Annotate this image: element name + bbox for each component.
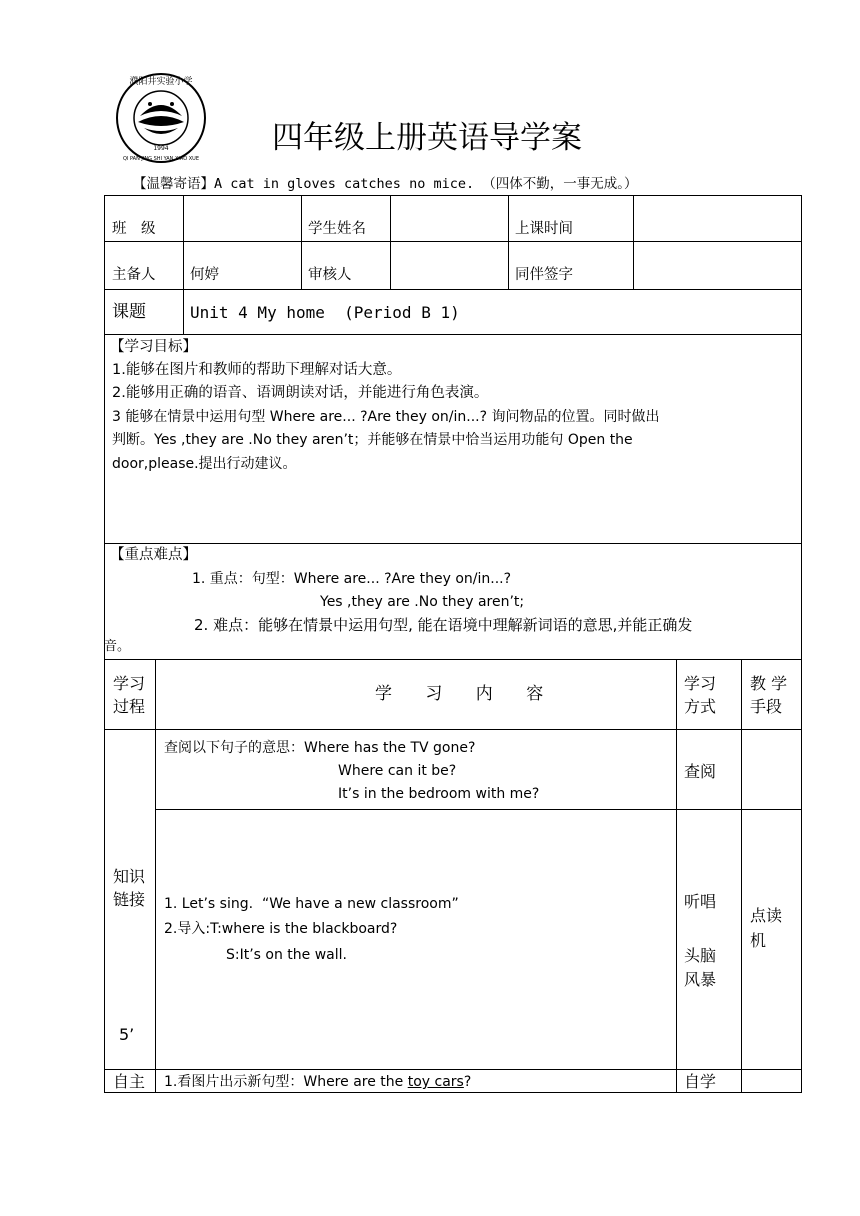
keypoint-difficulty-end: 音。 [104,639,131,654]
row2-method-c: 风暴 [684,970,717,989]
row3-method: 自学 [684,1072,717,1091]
row1-content-line1: 查阅以下句子的意思：Where has the TV gone? [164,740,476,756]
row2-content-line1: 1. Let’s sing. “We have a new classroom” [164,896,459,912]
motto: 【温馨寄语】A cat in gloves catches no mice. （四体不勤，一事无成。） [133,176,638,192]
partner-sign-label: 同伴签字 [515,267,573,283]
row1-content-line2: Where can it be? [338,763,457,779]
objective-1: 1.能够在图片和教师的帮助下理解对话大意。 [112,362,402,378]
school-logo [100,70,222,166]
objective-3-end: door,please.提出行动建议。 [112,456,297,472]
logo-year: 1994 [153,145,169,152]
row2-method-a: 听唱 [684,892,717,911]
col-stage-header-a: 学习 [113,674,146,693]
keypoint-difficulty: 2. 难点：能够在情景中运用句型, 能在语境中理解新词语的意思,并能正确发 [194,616,693,634]
row2-stage-b: 链接 [113,890,146,909]
preparer-value: 何婷 [190,267,219,283]
keypoints-heading: 【重点难点】 [110,547,197,563]
student-name-label: 学生姓名 [308,221,366,237]
objective-3: 3 能够在情景中运用句型 Where are... ?Are they on/in...? 询问物品的位置。同时做出 [112,409,660,425]
col-method-header-b: 方式 [684,697,717,716]
row1-content-line3: It’s in the bedroom with me? [338,786,540,802]
page-title: 四年级上册英语导学案 [272,120,582,156]
col-content-header: 学 习 内 容 [375,684,558,704]
row2-means-b: 机 [750,931,767,950]
objectives-heading: 【学习目标】 [110,339,197,355]
topic-label: 课题 [112,302,146,322]
col-means-header-a: 教 学 [750,674,788,693]
row2-stage-a: 知识 [113,867,146,886]
row3-content-underlined: toy cars [407,1074,464,1090]
keypoint-focus: 1. 重点：句型：Where are... ?Are they on/in...? [192,571,512,587]
row2-method-b: 头脑 [684,946,717,965]
objective-3-cont: 判断。Yes ,they are .No they aren’t；并能够在情景中恰当运用功能句 Open the [112,432,633,448]
logo-arc-text: 濮阳井实验小学 [129,77,193,87]
row2-content-line2: 2.导入:T:where is the blackboard? [164,921,398,937]
keypoint-focus-answer: Yes ,they are .No they aren’t; [320,594,525,610]
class-time-label: 上课时间 [515,221,573,237]
row2-content-line3: S:It’s on the wall. [226,947,347,963]
process-table [104,659,802,1093]
class-label: 班 级 [112,221,156,237]
objective-2: 2.能够用正确的语音、语调朗读对话，并能进行角色表演。 [112,385,489,401]
logo-bottom-text: QI PAN JING SHI YAN XIAO XUE [122,156,200,162]
reviewer-label: 审核人 [308,267,352,283]
preparer-label: 主备人 [112,267,156,283]
row2-stage-time: 5’ [119,1025,135,1044]
row1-method: 查阅 [684,762,717,781]
topic-value: Unit 4 My home (Period B 1) [190,303,460,322]
col-means-header-b: 手段 [750,697,783,716]
row3-content-prefix: 1.看图片出示新句型：Where are the [164,1074,408,1090]
row3-content [164,1072,471,1092]
col-stage-header-b: 过程 [113,697,146,716]
row3-content-suffix: ? [463,1074,472,1090]
row3-stage: 自主 [113,1072,146,1091]
row2-means-a: 点读 [750,906,783,925]
col-method-header-a: 学习 [684,674,717,693]
